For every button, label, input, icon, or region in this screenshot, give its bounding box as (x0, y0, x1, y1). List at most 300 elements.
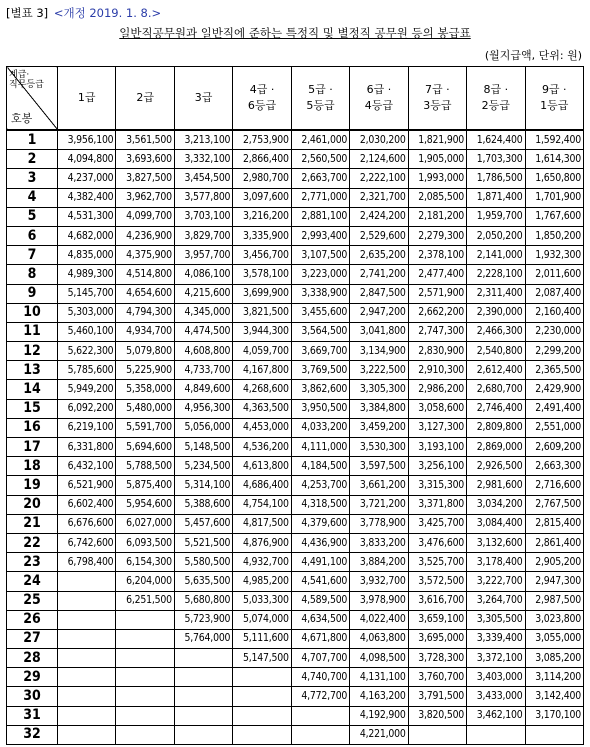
column-header-line-1: 5급 · (308, 83, 333, 96)
salary-cell: 4,985,200 (233, 572, 291, 591)
salary-cell: 4,589,500 (291, 591, 349, 610)
salary-cell: 2,477,400 (408, 265, 466, 284)
salary-cell: 2,767,500 (525, 495, 584, 514)
table-row (7, 725, 584, 744)
salary-cell: 6,154,300 (116, 553, 174, 572)
salary-cell: 4,474,500 (174, 322, 232, 341)
table-row (7, 130, 584, 150)
salary-cell: 3,372,100 (467, 649, 525, 668)
salary-cell: 2,993,400 (291, 226, 349, 245)
salary-cell: 4,707,700 (291, 649, 349, 668)
salary-cell: 3,097,600 (233, 188, 291, 207)
salary-cell: 1,767,600 (525, 207, 584, 226)
salary-cell: 4,268,600 (233, 380, 291, 399)
salary-cell: 3,564,500 (291, 322, 349, 341)
salary-cell: 3,561,500 (116, 130, 174, 150)
salary-cell: 3,454,500 (174, 169, 232, 188)
salary-cell: 2,635,200 (350, 246, 408, 265)
salary-cell: 3,114,200 (525, 668, 584, 687)
salary-cell: 3,944,300 (233, 322, 291, 341)
table-row (7, 553, 584, 572)
salary-cell: 3,107,500 (291, 246, 349, 265)
salary-cell: 5,480,000 (116, 399, 174, 418)
column-header-line-2: 3등급 (423, 99, 452, 112)
salary-cell: 5,388,600 (174, 495, 232, 514)
table-row (7, 169, 584, 188)
table-row (7, 649, 584, 668)
salary-cell: 1,959,700 (467, 207, 525, 226)
salary-cell: 3,213,100 (174, 130, 232, 150)
amendment-date: <개정 2019. 1. 8.> (53, 6, 162, 20)
annex-reference: [별표 3] (6, 6, 49, 20)
salary-cell: 4,754,100 (233, 495, 291, 514)
salary-cell: 3,695,000 (408, 629, 466, 648)
salary-cell: 5,460,100 (58, 322, 116, 341)
salary-cell: 4,022,400 (350, 610, 408, 629)
salary-cell: 4,733,700 (174, 361, 232, 380)
corner-line-1: 계급· (9, 70, 30, 80)
salary-cell: 2,299,200 (525, 342, 584, 361)
salary-cell (467, 725, 525, 744)
salary-cell: 2,571,900 (408, 284, 466, 303)
salary-cell: 4,686,400 (233, 476, 291, 495)
salary-cell: 3,034,200 (467, 495, 525, 514)
salary-cell (116, 706, 174, 725)
table-row (7, 322, 584, 341)
column-header-line-2: 1등급 (540, 99, 569, 112)
salary-cell: 4,453,000 (233, 418, 291, 437)
step-number: 3 (7, 169, 58, 188)
salary-cell: 6,602,400 (58, 495, 116, 514)
column-header-line-1: 1급 (77, 91, 96, 104)
salary-cell: 3,462,100 (467, 706, 525, 725)
salary-cell: 4,932,700 (233, 553, 291, 572)
salary-cell: 2,612,400 (467, 361, 525, 380)
salary-cell (233, 725, 291, 744)
salary-cell: 3,223,000 (291, 265, 349, 284)
salary-cell: 2,815,400 (525, 514, 584, 533)
salary-cell: 4,956,300 (174, 399, 232, 418)
salary-cell: 3,721,200 (350, 495, 408, 514)
salary-cell: 2,663,300 (525, 457, 584, 476)
salary-cell: 1,993,000 (408, 169, 466, 188)
salary-cell: 5,457,600 (174, 514, 232, 533)
step-number: 15 (7, 399, 58, 418)
salary-cell (525, 725, 584, 744)
salary-cell: 2,011,600 (525, 265, 584, 284)
salary-cell (116, 725, 174, 744)
salary-cell: 4,345,000 (174, 303, 232, 322)
step-number: 13 (7, 361, 58, 380)
salary-cell (58, 687, 116, 706)
salary-cell: 3,577,800 (174, 188, 232, 207)
salary-cell: 4,608,800 (174, 342, 232, 361)
salary-cell: 3,703,100 (174, 207, 232, 226)
salary-cell: 5,949,200 (58, 380, 116, 399)
table-row (7, 495, 584, 514)
salary-cell: 5,074,000 (233, 610, 291, 629)
salary-cell: 3,264,700 (467, 591, 525, 610)
salary-cell: 3,693,600 (116, 150, 174, 169)
step-number: 23 (7, 553, 58, 572)
salary-cell: 3,456,700 (233, 246, 291, 265)
step-number: 8 (7, 265, 58, 284)
salary-cell: 3,669,700 (291, 342, 349, 361)
salary-cell: 2,429,900 (525, 380, 584, 399)
table-row (7, 457, 584, 476)
salary-cell: 4,740,700 (291, 668, 349, 687)
column-header (291, 67, 349, 131)
salary-cell: 1,786,500 (467, 169, 525, 188)
salary-cell: 6,251,500 (116, 591, 174, 610)
salary-cell: 2,378,100 (408, 246, 466, 265)
salary-cell: 4,613,800 (233, 457, 291, 476)
salary-cell: 2,987,500 (525, 591, 584, 610)
salary-cell: 3,956,100 (58, 130, 116, 150)
salary-cell: 5,056,000 (174, 418, 232, 437)
salary-cell (233, 706, 291, 725)
salary-cell: 6,204,000 (116, 572, 174, 591)
salary-cell: 3,338,900 (291, 284, 349, 303)
salary-cell (174, 649, 232, 668)
step-number: 6 (7, 226, 58, 245)
salary-cell: 3,216,200 (233, 207, 291, 226)
unit-note: (월지급액, 단위: 원) (484, 49, 582, 62)
salary-cell: 4,215,600 (174, 284, 232, 303)
table-row (7, 226, 584, 245)
salary-cell: 4,131,100 (350, 668, 408, 687)
salary-cell: 2,228,100 (467, 265, 525, 284)
salary-cell: 3,222,500 (350, 361, 408, 380)
salary-cell: 2,663,700 (291, 169, 349, 188)
salary-cell: 4,236,900 (116, 226, 174, 245)
step-number: 19 (7, 476, 58, 495)
salary-cell: 3,661,200 (350, 476, 408, 495)
salary-cell: 2,050,200 (467, 226, 525, 245)
table-row (7, 533, 584, 552)
salary-cell: 6,027,000 (116, 514, 174, 533)
salary-cell: 5,314,100 (174, 476, 232, 495)
salary-cell: 4,099,700 (116, 207, 174, 226)
table-row (7, 246, 584, 265)
salary-cell: 3,932,700 (350, 572, 408, 591)
salary-cell: 4,794,300 (116, 303, 174, 322)
salary-cell: 5,033,300 (233, 591, 291, 610)
salary-cell: 3,384,800 (350, 399, 408, 418)
salary-cell: 1,614,300 (525, 150, 584, 169)
column-header-line-2: 6등급 (247, 99, 277, 112)
salary-cell: 4,192,900 (350, 706, 408, 725)
salary-cell: 4,318,500 (291, 495, 349, 514)
salary-cell: 2,747,300 (408, 322, 466, 341)
salary-cell: 3,769,500 (291, 361, 349, 380)
salary-cell: 2,905,200 (525, 553, 584, 572)
column-header (467, 67, 525, 131)
salary-cell: 5,680,800 (174, 591, 232, 610)
salary-cell: 6,676,600 (58, 514, 116, 533)
salary-cell: 2,926,500 (467, 457, 525, 476)
salary-cell: 5,635,500 (174, 572, 232, 591)
salary-cell: 2,910,300 (408, 361, 466, 380)
salary-cell: 4,876,900 (233, 533, 291, 552)
table-row (7, 265, 584, 284)
column-header (233, 67, 291, 131)
salary-cell: 2,365,500 (525, 361, 584, 380)
table-row (7, 687, 584, 706)
step-number: 17 (7, 438, 58, 457)
salary-cell: 3,142,400 (525, 687, 584, 706)
salary-cell: 2,321,700 (350, 188, 408, 207)
step-number: 10 (7, 303, 58, 322)
column-header (116, 67, 174, 131)
column-header-line-2: 5등급 (306, 99, 335, 112)
salary-cell: 5,723,900 (174, 610, 232, 629)
salary-cell: 3,315,300 (408, 476, 466, 495)
salary-cell: 3,699,900 (233, 284, 291, 303)
salary-cell: 4,436,900 (291, 533, 349, 552)
salary-cell: 2,230,000 (525, 322, 584, 341)
step-number: 14 (7, 380, 58, 399)
column-header (350, 67, 408, 131)
salary-cell: 5,358,000 (116, 380, 174, 399)
salary-cell: 4,221,000 (350, 725, 408, 744)
salary-cell: 2,466,300 (467, 322, 525, 341)
salary-cell: 4,184,500 (291, 457, 349, 476)
salary-cell: 3,833,200 (350, 533, 408, 552)
salary-cell: 3,305,300 (350, 380, 408, 399)
salary-cell: 3,256,100 (408, 457, 466, 476)
salary-cell: 5,694,600 (116, 438, 174, 457)
salary-cell: 3,820,500 (408, 706, 466, 725)
salary-cell: 2,980,700 (233, 169, 291, 188)
salary-cell: 3,778,900 (350, 514, 408, 533)
salary-cell: 2,741,200 (350, 265, 408, 284)
salary-cell: 4,849,600 (174, 380, 232, 399)
column-header-line-1: 7급 · (425, 83, 450, 96)
salary-cell: 2,551,000 (525, 418, 584, 437)
salary-cell: 3,023,800 (525, 610, 584, 629)
salary-cell: 1,703,300 (467, 150, 525, 169)
step-number: 11 (7, 322, 58, 341)
salary-cell: 4,033,200 (291, 418, 349, 437)
salary-cell (116, 668, 174, 687)
salary-cell: 4,167,800 (233, 361, 291, 380)
salary-cell: 1,850,200 (525, 226, 584, 245)
salary-cell: 4,375,900 (116, 246, 174, 265)
salary-cell: 3,827,500 (116, 169, 174, 188)
salary-cell: 5,303,000 (58, 303, 116, 322)
salary-cell (174, 725, 232, 744)
salary-cell: 2,085,500 (408, 188, 466, 207)
salary-cell (58, 591, 116, 610)
salary-cell: 5,591,700 (116, 418, 174, 437)
salary-cell (58, 629, 116, 648)
salary-cell: 3,829,700 (174, 226, 232, 245)
salary-cell: 2,390,000 (467, 303, 525, 322)
salary-cell: 3,578,100 (233, 265, 291, 284)
column-header-line-1: 4급 · (249, 83, 275, 96)
salary-cell (116, 649, 174, 668)
table-row (7, 668, 584, 687)
salary-cell (408, 725, 466, 744)
salary-cell: 3,616,700 (408, 591, 466, 610)
step-number: 31 (7, 706, 58, 725)
column-header-line-1: 8급 · (483, 83, 509, 96)
column-header (525, 67, 584, 131)
salary-cell: 4,253,700 (291, 476, 349, 495)
salary-cell: 2,861,400 (525, 533, 584, 552)
salary-cell: 4,817,500 (233, 514, 291, 533)
salary-cell: 3,371,800 (408, 495, 466, 514)
salary-cell (233, 687, 291, 706)
salary-cell: 2,680,700 (467, 380, 525, 399)
salary-cell: 1,932,300 (525, 246, 584, 265)
salary-cell: 2,491,400 (525, 399, 584, 418)
salary-cell: 2,030,200 (350, 130, 408, 150)
salary-cell: 3,332,100 (174, 150, 232, 169)
table-row (7, 303, 584, 322)
salary-cell: 4,934,700 (116, 322, 174, 341)
salary-cell: 2,753,900 (233, 130, 291, 150)
column-header-line-1: 3급 (194, 91, 213, 104)
salary-cell: 2,662,200 (408, 303, 466, 322)
step-number: 25 (7, 591, 58, 610)
salary-cell: 2,311,400 (467, 284, 525, 303)
salary-cell: 3,193,100 (408, 438, 466, 457)
salary-cell: 4,491,100 (291, 553, 349, 572)
table-row (7, 188, 584, 207)
salary-cell: 5,225,900 (116, 361, 174, 380)
salary-cell: 3,978,900 (350, 591, 408, 610)
salary-cell: 1,624,400 (467, 130, 525, 150)
salary-cell: 3,041,800 (350, 322, 408, 341)
salary-cell: 6,432,100 (58, 457, 116, 476)
salary-cell: 4,541,600 (291, 572, 349, 591)
salary-cell: 3,335,900 (233, 226, 291, 245)
step-number: 9 (7, 284, 58, 303)
step-number: 12 (7, 342, 58, 361)
salary-cell: 1,650,800 (525, 169, 584, 188)
step-number: 16 (7, 418, 58, 437)
salary-cell: 3,459,200 (350, 418, 408, 437)
salary-cell: 3,058,600 (408, 399, 466, 418)
salary-cell: 3,127,300 (408, 418, 466, 437)
salary-cell: 4,098,500 (350, 649, 408, 668)
salary-cell (116, 610, 174, 629)
salary-cell: 6,093,500 (116, 533, 174, 552)
salary-cell: 2,087,400 (525, 284, 584, 303)
salary-cell: 5,111,600 (233, 629, 291, 648)
table-row (7, 629, 584, 648)
table-row (7, 284, 584, 303)
salary-cell: 2,869,000 (467, 438, 525, 457)
salary-cell: 5,622,300 (58, 342, 116, 361)
table-row (7, 610, 584, 629)
salary-cell: 6,742,600 (58, 533, 116, 552)
salary-cell: 5,145,700 (58, 284, 116, 303)
salary-cell: 5,147,500 (233, 649, 291, 668)
salary-cell: 3,597,500 (350, 457, 408, 476)
corner-grade-label (9, 70, 44, 90)
salary-cell: 4,536,200 (233, 438, 291, 457)
salary-cell: 5,580,500 (174, 553, 232, 572)
salary-cell: 2,560,500 (291, 150, 349, 169)
salary-cell: 3,957,700 (174, 246, 232, 265)
salary-cell: 3,525,700 (408, 553, 466, 572)
salary-cell: 2,947,300 (525, 572, 584, 591)
salary-table (6, 66, 584, 745)
step-number: 7 (7, 246, 58, 265)
salary-cell: 4,634,500 (291, 610, 349, 629)
salary-cell: 2,981,600 (467, 476, 525, 495)
column-header-line-1: 2급 (136, 91, 154, 104)
salary-cell: 1,592,400 (525, 130, 584, 150)
step-number: 20 (7, 495, 58, 514)
salary-cell: 3,821,500 (233, 303, 291, 322)
column-header (408, 67, 466, 131)
salary-cell: 2,181,200 (408, 207, 466, 226)
salary-cell (58, 706, 116, 725)
salary-cell: 2,424,200 (350, 207, 408, 226)
salary-cell: 4,094,800 (58, 150, 116, 169)
table-row (7, 342, 584, 361)
salary-cell: 4,363,500 (233, 399, 291, 418)
salary-cell: 3,760,700 (408, 668, 466, 687)
step-number: 30 (7, 687, 58, 706)
table-row (7, 438, 584, 457)
salary-cell: 4,382,400 (58, 188, 116, 207)
salary-cell: 6,331,800 (58, 438, 116, 457)
salary-cell: 5,875,400 (116, 476, 174, 495)
salary-cell: 3,433,000 (467, 687, 525, 706)
salary-cell: 3,084,400 (467, 514, 525, 533)
salary-cell: 2,141,000 (467, 246, 525, 265)
salary-cell: 6,092,200 (58, 399, 116, 418)
salary-cell: 2,947,200 (350, 303, 408, 322)
salary-cell: 3,884,200 (350, 553, 408, 572)
salary-cell: 2,279,300 (408, 226, 466, 245)
salary-cell: 3,530,300 (350, 438, 408, 457)
salary-cell: 3,476,600 (408, 533, 466, 552)
salary-cell: 2,881,100 (291, 207, 349, 226)
salary-cell: 3,425,700 (408, 514, 466, 533)
salary-cell (58, 725, 116, 744)
step-number: 21 (7, 514, 58, 533)
salary-cell: 2,609,200 (525, 438, 584, 457)
table-row (7, 380, 584, 399)
salary-cell: 3,085,200 (525, 649, 584, 668)
step-number: 29 (7, 668, 58, 687)
column-header-line-2: 2등급 (481, 99, 510, 112)
salary-cell (233, 668, 291, 687)
salary-cell: 2,222,100 (350, 169, 408, 188)
salary-cell: 5,954,600 (116, 495, 174, 514)
corner-line-2: 직무등급 (9, 80, 44, 90)
salary-cell: 2,746,400 (467, 399, 525, 418)
salary-cell: 4,772,700 (291, 687, 349, 706)
column-header (58, 67, 116, 131)
table-row (7, 591, 584, 610)
salary-cell: 2,461,000 (291, 130, 349, 150)
salary-cell: 2,540,800 (467, 342, 525, 361)
document-header (6, 5, 161, 21)
step-number: 4 (7, 188, 58, 207)
salary-cell: 6,219,100 (58, 418, 116, 437)
column-header-line-1: 9급 · (541, 83, 567, 96)
salary-cell: 3,791,500 (408, 687, 466, 706)
salary-cell (58, 610, 116, 629)
step-number: 24 (7, 572, 58, 591)
